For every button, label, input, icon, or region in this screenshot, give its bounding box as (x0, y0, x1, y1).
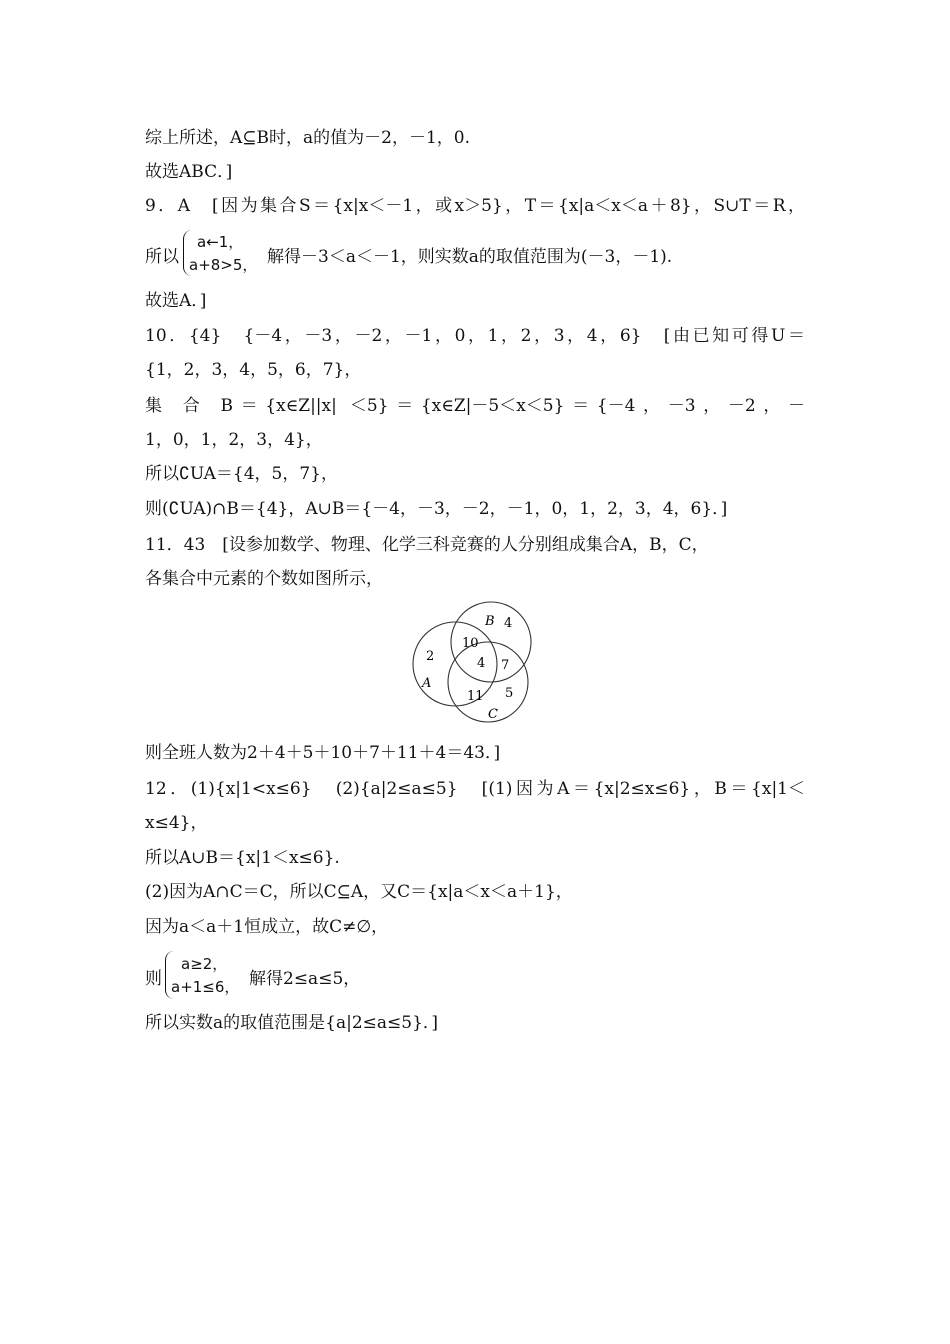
text-line-10: 所以∁UA＝{4，5，7}， (145, 464, 338, 484)
text-line-8: 集 合 B＝{x∈Z||x| ＜5}＝{x∈Z|－5＜x＜5}＝{－4，－3，－2，－ (145, 396, 805, 416)
system-2-row-1: a≥2， (181, 955, 228, 973)
system-1-row-1: a←1， (197, 233, 244, 251)
text-line-15: 12．(1){x|1<x≤6} (2){a|2≤a≤5} [(1)因为A＝{x|2≤x≤6}，B＝{x|1＜ (145, 779, 805, 799)
text-line-1: 综上所述，A⊆B时，a的值为－2，－1，0. (145, 128, 470, 148)
venn-diagram (405, 596, 535, 726)
text-line-7: {1，2，3，4，5，6，7}， (145, 360, 362, 380)
text-line-3: 9．A [因为集合S＝{x|x＜－1，或x＞5}，T＝{x|a＜x＜a＋8}，S∪T＝R， (145, 196, 805, 216)
venn-only-A: 2 (426, 649, 435, 664)
text-line-9: 1，0，1，2，3，4}， (145, 430, 323, 450)
system-2-conclusion: 解得2≤a≤5， (249, 969, 361, 989)
venn-label-C: C (488, 707, 498, 722)
text-line-19: 因为a＜a＋1恒成立，故C≠∅， (145, 917, 389, 937)
system-2-prefix: 则 (145, 969, 162, 989)
text-line-13: 各集合中元素的个数如图所示， (145, 569, 383, 589)
venn-label-A: A (422, 676, 432, 691)
text-line-2: 故选ABC．] (145, 162, 233, 182)
venn-only-C: 5 (505, 686, 514, 701)
text-line-12: 11．43 [设参加数学、物理、化学三科竞赛的人分别组成集合A，B，C， (145, 535, 709, 555)
text-line-14: 则全班人数为2＋4＋5＋10＋7＋11＋4＝43．] (145, 743, 501, 763)
venn-ABC: 4 (477, 656, 486, 671)
venn-AB: 10 (462, 636, 479, 651)
text-line-5: 故选A．] (145, 291, 207, 311)
venn-BC: 7 (501, 658, 510, 673)
text-line-6: 10．{4} {－4，－3，－2，－1，0，1，2，3，4，6} [由已知可得U＝ (145, 326, 805, 346)
text-line-16: x≤4}， (145, 813, 208, 833)
text-line-11: 则(∁UA)∩B＝{4}，A∪B＝{－4，－3，－2，－1，0，1，2，3，4，6}．] (145, 499, 728, 519)
venn-only-B: 4 (504, 616, 513, 631)
text-line-21: 所以实数a的取值范围是{a|2≤a≤5}．] (145, 1013, 439, 1033)
system-1-row-2: a+8>5， (189, 256, 258, 274)
text-line-18: (2)因为A∩C＝C，所以C⊆A，又C＝{x|a＜x＜a＋1}， (145, 882, 573, 902)
system-1-conclusion: 解得－3＜a＜－1，则实数a的取值范围为(－3，－1). (267, 247, 673, 267)
venn-AC: 11 (467, 689, 484, 704)
system-1-prefix: 所以 (145, 247, 179, 267)
text-line-17: 所以A∪B＝{x|1＜x≤6}. (145, 848, 340, 868)
system-2-row-2: a+1≤6， (171, 978, 240, 996)
venn-label-B: B (485, 614, 495, 629)
